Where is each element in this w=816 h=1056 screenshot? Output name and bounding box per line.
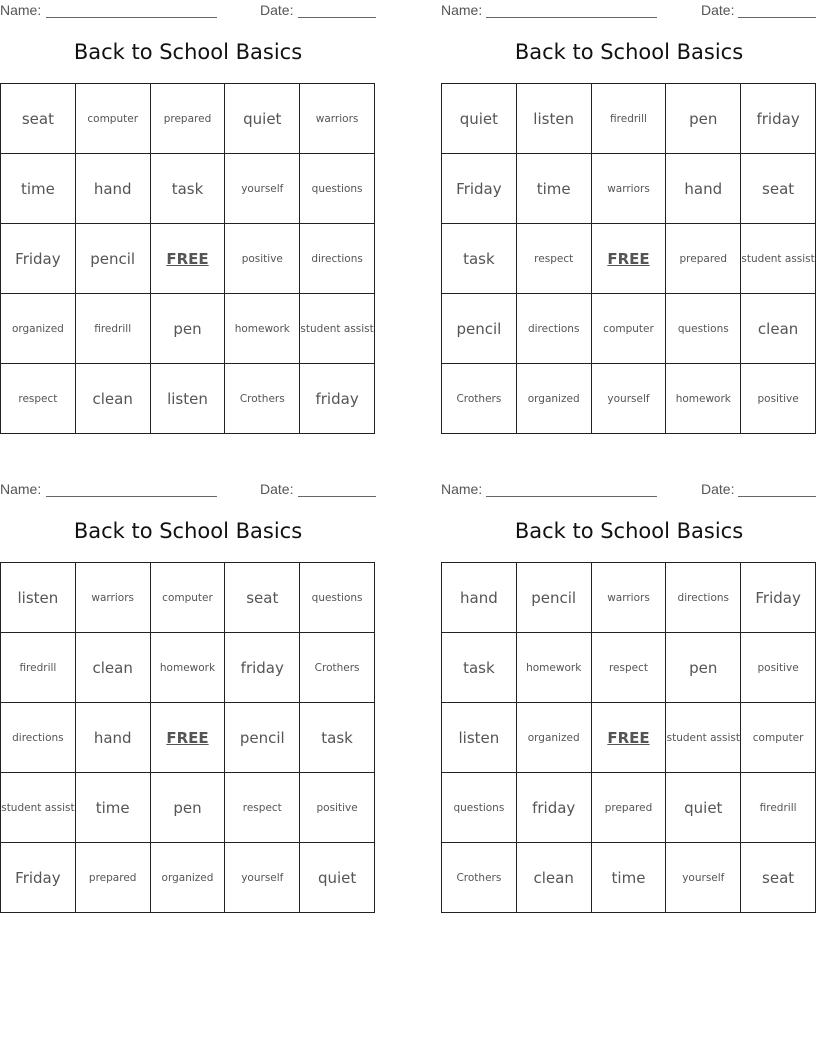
date-label: Date:: [260, 2, 294, 18]
bingo-cell: seat: [1, 84, 76, 154]
name-label: Name:: [441, 2, 483, 18]
bingo-cell: seat: [741, 154, 816, 224]
date-blank[interactable]: [738, 17, 816, 18]
bingo-cell: computer: [741, 703, 816, 773]
bingo-cell: pencil: [225, 703, 300, 773]
bingo-card-1: [0, 0, 376, 436]
bingo-cell: clean: [76, 364, 151, 434]
bingo-cell: firedrill: [592, 84, 667, 154]
bingo-cell: organized: [1, 294, 76, 364]
bingo-cell: directions: [517, 294, 592, 364]
name-label: Name:: [441, 481, 483, 497]
bingo-cell: questions: [300, 154, 375, 224]
bingo-cell: Crothers: [442, 364, 517, 434]
bingo-cell: respect: [1, 364, 76, 434]
bingo-cell: time: [1, 154, 76, 224]
bingo-cell: task: [442, 224, 517, 294]
date-label: Date:: [260, 481, 294, 497]
bingo-cell: warriors: [592, 154, 667, 224]
name-date-line: [0, 481, 376, 499]
card-title: Back to School Basics: [514, 519, 744, 543]
date-label: Date:: [701, 481, 735, 497]
bingo-cell: firedrill: [76, 294, 151, 364]
name-date-line: [0, 2, 376, 20]
free-space: FREE: [592, 703, 667, 773]
bingo-grid: [441, 83, 816, 434]
bingo-cell: directions: [300, 224, 375, 294]
bingo-cell: pen: [666, 633, 741, 703]
card-title: Back to School Basics: [73, 40, 303, 64]
bingo-cell: homework: [225, 294, 300, 364]
bingo-cell: computer: [76, 84, 151, 154]
bingo-cell: listen: [151, 364, 226, 434]
bingo-cell: prepared: [592, 773, 667, 843]
bingo-cell: organized: [517, 364, 592, 434]
bingo-cell: clean: [517, 843, 592, 913]
bingo-cell: yourself: [225, 843, 300, 913]
name-date-line: [441, 481, 816, 499]
bingo-cell: hand: [442, 563, 517, 633]
bingo-cell: pen: [666, 84, 741, 154]
bingo-cell: homework: [151, 633, 226, 703]
bingo-cell: firedrill: [1, 633, 76, 703]
bingo-cell: respect: [225, 773, 300, 843]
bingo-cell: friday: [517, 773, 592, 843]
bingo-cell: warriors: [592, 563, 667, 633]
bingo-cell: positive: [741, 364, 816, 434]
bingo-cell: quiet: [300, 843, 375, 913]
bingo-cell: positive: [300, 773, 375, 843]
bingo-cell: questions: [442, 773, 517, 843]
free-space: FREE: [151, 703, 226, 773]
name-blank[interactable]: [486, 496, 657, 497]
bingo-cell: respect: [592, 633, 667, 703]
bingo-cell: homework: [517, 633, 592, 703]
date-blank[interactable]: [298, 496, 376, 497]
bingo-cell: respect: [517, 224, 592, 294]
bingo-cell: yourself: [225, 154, 300, 224]
bingo-cell: Friday: [1, 843, 76, 913]
bingo-cell: homework: [666, 364, 741, 434]
bingo-cell: organized: [517, 703, 592, 773]
bingo-cell: seat: [225, 563, 300, 633]
bingo-cell: Friday: [1, 224, 76, 294]
bingo-cell: time: [517, 154, 592, 224]
bingo-cell: clean: [76, 633, 151, 703]
free-space: FREE: [592, 224, 667, 294]
bingo-cell: Friday: [741, 563, 816, 633]
date-label: Date:: [701, 2, 735, 18]
bingo-cell: firedrill: [741, 773, 816, 843]
bingo-cell: Crothers: [225, 364, 300, 434]
bingo-grid: [441, 562, 816, 913]
bingo-cell: hand: [76, 703, 151, 773]
bingo-cell: yourself: [666, 843, 741, 913]
bingo-cell: seat: [741, 843, 816, 913]
bingo-cell: hand: [76, 154, 151, 224]
bingo-cell: listen: [442, 703, 517, 773]
bingo-cell: Friday: [442, 154, 517, 224]
card-title: Back to School Basics: [73, 519, 303, 543]
bingo-cell: friday: [225, 633, 300, 703]
name-label: Name:: [0, 2, 42, 18]
bingo-cell: task: [300, 703, 375, 773]
free-space: FREE: [151, 224, 226, 294]
bingo-cell: computer: [151, 563, 226, 633]
bingo-cell: pencil: [76, 224, 151, 294]
bingo-cell: listen: [1, 563, 76, 633]
bingo-cell: prepared: [76, 843, 151, 913]
bingo-cell: positive: [741, 633, 816, 703]
bingo-cell: quiet: [442, 84, 517, 154]
bingo-cell: prepared: [151, 84, 226, 154]
bingo-grid: [0, 83, 375, 434]
bingo-card-4: [441, 479, 816, 915]
bingo-cell: quiet: [666, 773, 741, 843]
bingo-cell: time: [592, 843, 667, 913]
bingo-cell: questions: [666, 294, 741, 364]
bingo-cell: prepared: [666, 224, 741, 294]
bingo-cell: student assist: [1, 773, 76, 843]
name-blank[interactable]: [46, 496, 217, 497]
bingo-cell: yourself: [592, 364, 667, 434]
card-title: Back to School Basics: [514, 40, 744, 64]
date-blank[interactable]: [738, 496, 816, 497]
bingo-cell: student assist: [666, 703, 741, 773]
name-date-line: [441, 2, 816, 20]
bingo-cell: Crothers: [300, 633, 375, 703]
bingo-cell: directions: [666, 563, 741, 633]
bingo-cell: warriors: [76, 563, 151, 633]
bingo-cell: listen: [517, 84, 592, 154]
bingo-cell: clean: [741, 294, 816, 364]
bingo-cell: pen: [151, 294, 226, 364]
bingo-cell: warriors: [300, 84, 375, 154]
date-blank[interactable]: [298, 17, 376, 18]
bingo-cell: time: [76, 773, 151, 843]
name-blank[interactable]: [46, 17, 217, 18]
bingo-cell: directions: [1, 703, 76, 773]
bingo-cell: friday: [300, 364, 375, 434]
bingo-cell: positive: [225, 224, 300, 294]
bingo-cell: pencil: [517, 563, 592, 633]
bingo-cell: organized: [151, 843, 226, 913]
bingo-cell: student assist: [300, 294, 375, 364]
bingo-card-3: [0, 479, 376, 915]
name-label: Name:: [0, 481, 42, 497]
bingo-cell: hand: [666, 154, 741, 224]
bingo-cell: student assist: [741, 224, 816, 294]
bingo-card-2: [441, 0, 816, 436]
bingo-cell: pencil: [442, 294, 517, 364]
bingo-grid: [0, 562, 375, 913]
bingo-cell: Crothers: [442, 843, 517, 913]
bingo-cell: quiet: [225, 84, 300, 154]
bingo-cell: task: [442, 633, 517, 703]
bingo-cell: friday: [741, 84, 816, 154]
bingo-cell: task: [151, 154, 226, 224]
bingo-cell: questions: [300, 563, 375, 633]
bingo-cell: computer: [592, 294, 667, 364]
bingo-cell: pen: [151, 773, 226, 843]
name-blank[interactable]: [486, 17, 657, 18]
